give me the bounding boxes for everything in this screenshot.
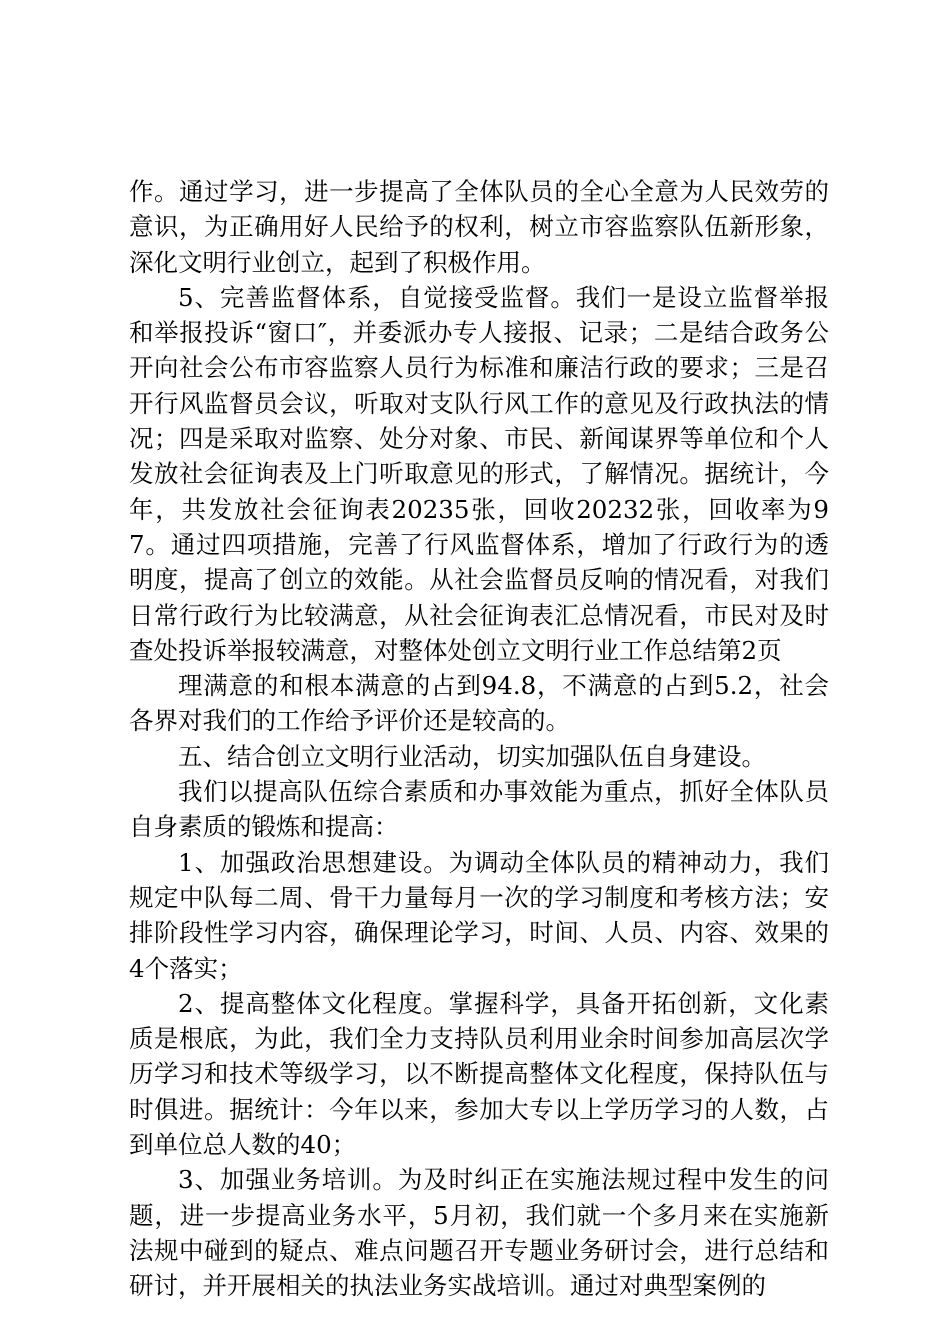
paragraph-cultural-level: 2、提高整体文化程度。掌握科学，具备开拓创新，文化素质是根底，为此，我们全力支持队员利用业余时间参加高层次学历学习和技术等级学习，以不断提高整体文化程度，保持队伍与时俱进。据统计：今年以来，参加大专以上学历学习的人数，占到单位总人数的40； — [129, 988, 829, 1160]
paragraph-supervision-system: 5、完善监督体系，自觉接受监督。我们一是设立监督举报和举报投诉“窗口″，并委派办专人接报、记录；二是结合政务公开向社会公布市容监察人员行为标准和廉洁行政的要求；三是召开行风监督员会议，听取对支队行风工作的意见及行政执法的情况；四是采取对监察、处分对象、市民、新闻谋界等单位和个人发放社会征询表及上门听取意见的形式，了解情况。据统计，今年，共发放社会征询表20235张，回收20232张，回收率为97。通过四项措施，完善了行风监督体系，增加了行政行为的透明度，提高了创立的效能。从社会监督员反响的情况看，对我们日常行政行为比较满意，从社会征询表汇总情况看，市民对及时查处投诉举报较满意，对整体处创立文明行业工作总结第2页 — [129, 282, 829, 665]
section-heading-team-building: 五、结合创立文明行业活动，切实加强队伍自身建设。 — [178, 741, 766, 771]
paragraph-continuation: 作。通过学习，进一步提高了全体队员的全心全意为人民效劳的意识，为正确用好人民给予的权利，树立市容监察队伍新形象，深化文明行业创立，起到了积极作用。 — [129, 177, 829, 277]
paragraph-political-thought: 1、加强政治思想建设。为调动全体队员的精神动力，我们规定中队每二周、骨干力量每月一次的学习制度和考核方法；安排阶段性学习内容，确保理论学习，时间、人员、内容、效果的4个落实； — [129, 847, 829, 983]
paragraph-team-quality-intro: 我们以提高队伍综合素质和办事效能为重点，抓好全体队员自身素质的锻炼和提高： — [129, 777, 829, 842]
document-page — [129, 174, 829, 1304]
paragraph-satisfaction-rate: 理满意的和根本满意的占到94.8，不满意的占到5.2，社会各界对我们的工作给予评价还是较高的。 — [129, 671, 829, 736]
paragraph-business-training: 3、加强业务培训。为及时纠正在实施法规过程中发生的问题，进一步提高业务水平，5月初，我们就一个多月来在实施新法规中碰到的疑点、难点问题召开专题业务研讨会，进行总结和研讨，并开展相关的执法业务实战培训。通过对典型案例的 — [129, 1165, 829, 1301]
